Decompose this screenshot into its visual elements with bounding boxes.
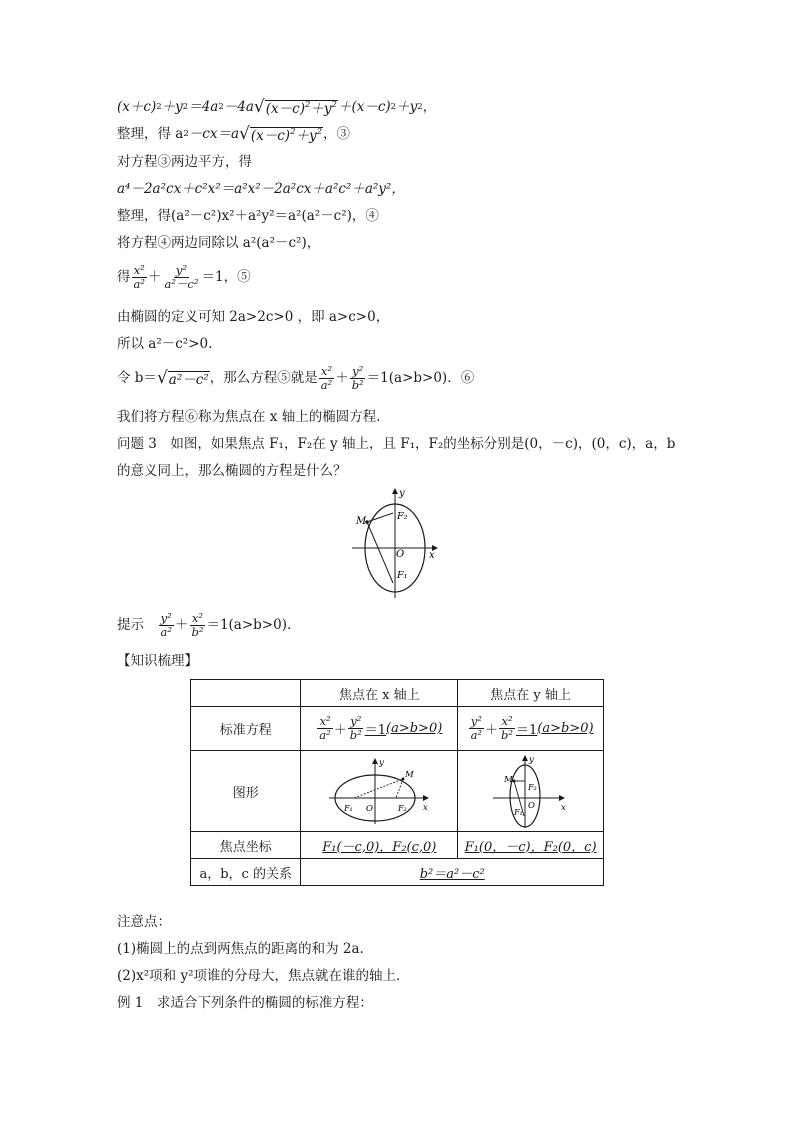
note-2: (2)x²项和 y²项谁的分母大，焦点就在谁的轴上． xyxy=(117,968,410,984)
text-line-11: 我们将方程⑥称为焦点在 x 轴上的椭圆方程． xyxy=(117,409,390,425)
eq-text: 整理，得 a xyxy=(117,126,184,142)
denominator: a²－c² xyxy=(164,276,199,291)
problem-3-line-1: 问题 3 如图，如果焦点 F₁，F₂在 y 轴上，且 F₁，F₂的坐标分别是(0，－c)，(0，c)，a，b xyxy=(117,436,676,452)
segment-mf1 xyxy=(354,779,403,798)
focus-coords-y xyxy=(458,832,604,859)
eq-text: 令 b＝ xyxy=(117,370,157,386)
sqrt-expression: √ $(x-c)^2+y^2$ xyxy=(239,123,323,144)
eq-text: ＝1，⑤ xyxy=(201,269,251,285)
eq-condition: (a>b>0) xyxy=(537,721,594,736)
text-line-6: 将方程④两边同除以 a²(a²－c²)， xyxy=(117,235,321,251)
segment-mf2 xyxy=(396,779,403,798)
numerator: y² xyxy=(175,262,188,277)
table-header-x: 焦点在 x 轴上 xyxy=(301,680,458,707)
eq-text: ＋ xyxy=(147,269,162,285)
focus-coords-text: F₁(0，－c)，F₂(0，c) xyxy=(464,839,597,855)
eq-text: －cx＝a xyxy=(188,126,239,142)
eq-text: ＋y xyxy=(396,99,418,115)
m-label: M xyxy=(356,516,367,527)
denominator: a² xyxy=(320,377,333,392)
eq-text: ＋y xyxy=(310,100,332,117)
eq-condition: (a>b>0) xyxy=(386,721,443,736)
equation-line-1: (x＋c) 2 ＋y 2 ＝4a 2 －4a √ $(x-c)^2+y^2$ ＋(x－c) 2 ＋y 2 ， xyxy=(117,94,436,120)
equation-line-4: a⁴－2a²cx＋c²x²＝a²x²－2a²cx＋a²c²＋a²y²， xyxy=(117,181,405,197)
eq-text: ＋ xyxy=(333,723,347,738)
f2-label: F₂ xyxy=(527,783,537,792)
numerator: x² xyxy=(501,714,513,728)
radicand: a²－c² xyxy=(168,371,209,388)
denominator: a² xyxy=(319,728,331,742)
numerator: x² xyxy=(319,714,331,728)
fraction xyxy=(319,365,334,392)
ellipse-figure-y-axis xyxy=(491,753,571,829)
focus-coords-x xyxy=(301,832,458,859)
denominator: b² xyxy=(501,728,514,742)
eq-text: ＋y xyxy=(295,127,317,144)
eq-text: ＝1(a>b>0)． xyxy=(206,617,301,633)
denominator: a² xyxy=(470,728,483,742)
table-row-label: 标准方程 xyxy=(191,707,301,751)
y-arrow xyxy=(522,755,528,761)
o-label: O xyxy=(366,804,374,814)
eq-text: ＋ xyxy=(335,370,349,386)
knowledge-table xyxy=(190,679,604,886)
figure-cell-x xyxy=(301,751,458,832)
standard-equation-x xyxy=(301,707,458,751)
eq-text: 得 xyxy=(117,269,131,285)
table-row xyxy=(191,859,604,886)
y-label: y xyxy=(528,755,534,765)
eq-text: ＝1(a>b>0)．⑥ xyxy=(366,370,475,386)
table-row-label: 图形 xyxy=(191,751,301,832)
y-arrow xyxy=(372,758,378,764)
text-line-9: 所以 a²－c²>0. xyxy=(117,336,213,352)
f1-label: F₁ xyxy=(344,804,354,813)
f2-label: F₂ xyxy=(398,804,408,813)
numerator: x² xyxy=(320,363,332,378)
denominator: b² xyxy=(351,377,364,392)
table-cell-empty xyxy=(191,680,301,707)
fraction xyxy=(162,264,200,291)
f1-label: F₁ xyxy=(513,808,523,817)
eq-text: －4a xyxy=(223,99,254,115)
x-label: x xyxy=(423,803,429,813)
numerator: y² xyxy=(160,610,172,625)
y-label: y xyxy=(379,758,385,768)
text-line-3: 对方程③两边平方，得 xyxy=(117,154,252,170)
point-m xyxy=(512,780,515,783)
example-1: 例 1 求适合下列条件的椭圆的标准方程： xyxy=(117,995,373,1011)
table-row xyxy=(191,707,604,751)
eq-text: ＝4a xyxy=(188,99,219,115)
focus-coords-text: F₁(－c,0)，F₂(c,0) xyxy=(322,839,437,855)
x-label: x xyxy=(560,803,566,813)
fraction xyxy=(132,264,147,291)
equation-line-7 xyxy=(117,261,251,293)
abc-relation-text: b²＝a²－c² xyxy=(419,866,485,882)
eq-text: 提示 xyxy=(117,617,158,633)
denominator: b² xyxy=(191,624,204,639)
equation-line-5: 整理，得(a²－c²)x²＋a²y²＝a²(a²－c²)，④ xyxy=(117,208,379,224)
numerator: y² xyxy=(350,714,362,728)
y-label: y xyxy=(399,488,405,499)
eq-text: ，③ xyxy=(323,126,351,142)
eq-text: ＋(x－c) xyxy=(337,99,391,115)
table-row xyxy=(191,832,604,859)
o-label: O xyxy=(527,801,535,811)
fraction xyxy=(189,612,205,639)
ellipse-figure-x-axis xyxy=(323,756,435,826)
y-arrow xyxy=(392,488,398,494)
ellipse-figure-y-axis xyxy=(348,486,444,602)
sqrt-expression: √ $(x-c)^2+y^2$ xyxy=(253,96,337,117)
eq-text: ＋ xyxy=(174,617,189,633)
fraction xyxy=(350,365,366,392)
eq-text: (x＋c) xyxy=(117,99,157,115)
standard-equation-y xyxy=(458,707,604,751)
notes-title: 注意点： xyxy=(117,914,171,930)
x-label: x xyxy=(429,550,435,561)
numerator: x² xyxy=(133,262,145,277)
hint-line xyxy=(117,609,300,641)
denominator: a² xyxy=(133,276,145,291)
eq-text: ＋ xyxy=(485,723,499,738)
table-row xyxy=(191,751,604,832)
numerator: y² xyxy=(470,714,482,728)
table-row xyxy=(191,680,604,707)
denominator: a² xyxy=(160,624,172,639)
x-arrow xyxy=(559,795,565,801)
text-line-8: 由椭圆的定义可知 2a>2c>0 ，即 a>c>0， xyxy=(117,309,390,325)
note-1: (1)椭圆上的点到两焦点的距离的和为 2a. xyxy=(117,941,364,957)
section-title: 【知识梳理】 xyxy=(117,653,198,669)
eq-text: ， xyxy=(422,99,437,115)
eq-text: (x－c) xyxy=(265,100,305,117)
o-label: O xyxy=(396,549,405,560)
f1-label: F₁ xyxy=(397,570,408,581)
fraction xyxy=(159,612,174,639)
numerator: y² xyxy=(352,363,364,378)
eq-text: (x－c) xyxy=(250,127,291,144)
problem-3-line-2: 的意义同上，那么椭圆的方程是什么？ xyxy=(117,463,347,479)
eq-text: ＝1 xyxy=(364,723,387,738)
table-header-y: 焦点在 y 轴上 xyxy=(458,680,604,707)
numerator: x² xyxy=(191,610,204,625)
figure-cell-y xyxy=(458,751,604,832)
m-label: M xyxy=(405,770,415,780)
equation-line-2: 整理，得 a 2 －cx＝a √ $(x-c)^2+y^2$ ，③ xyxy=(117,121,350,147)
eq-text: ＝1 xyxy=(516,723,538,738)
x-arrow xyxy=(423,795,429,801)
equation-line-10 xyxy=(117,362,474,394)
eq-text: ＋y xyxy=(161,99,183,115)
m-label: M xyxy=(503,775,513,785)
eq-text: ，那么方程⑤就是 xyxy=(209,370,318,386)
table-row-label: 焦点坐标 xyxy=(191,832,301,859)
abc-relation xyxy=(301,859,604,886)
denominator: b² xyxy=(349,728,362,742)
sqrt-expression: √ a²－c² xyxy=(156,367,209,388)
f2-label: F₂ xyxy=(397,511,408,522)
table-row-label: a，b，c 的关系 xyxy=(191,859,301,886)
segment-mf2 xyxy=(367,513,393,522)
